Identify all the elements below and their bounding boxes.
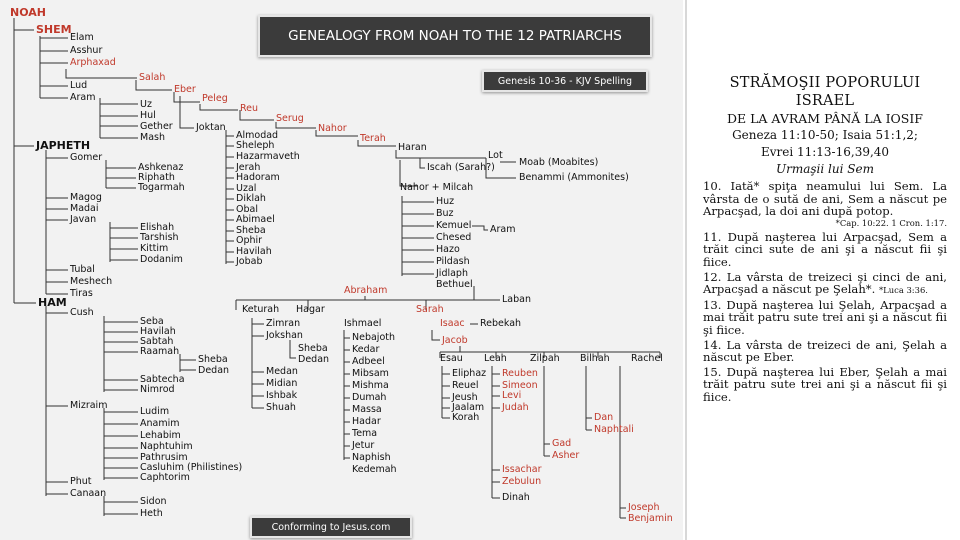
javan-son: Dodanim	[140, 254, 183, 265]
name-iscah: Iscah (Sarah?)	[427, 162, 495, 173]
joktan-son: Diklah	[236, 193, 266, 204]
ishmael-son: Massa	[352, 404, 382, 415]
japheth-son: Tiras	[70, 288, 93, 299]
name-gomer: Gomer	[70, 152, 103, 163]
keturah-son: Jokshan	[266, 330, 303, 341]
joktan-son: Abimael	[236, 214, 275, 225]
name-reu: Reu	[240, 103, 259, 114]
ishmael-son: Tema	[352, 428, 378, 439]
ishmael-son: Hadar	[352, 416, 381, 427]
wife-leah: Leah	[484, 353, 507, 364]
ishmael-son: Mishma	[352, 380, 389, 391]
patriarch-gad: Gad	[552, 438, 572, 449]
verse-14: 14. La vârsta de treizeci de ani, Şelah a născut pe Eber.	[703, 337, 947, 365]
esau-son: Reuel	[452, 380, 479, 391]
japheth-label: JAPHETH	[36, 139, 91, 152]
name-isaac: Isaac	[440, 318, 465, 329]
japheth-son: Madai	[70, 203, 99, 214]
japheth-son: Meshech	[70, 276, 113, 287]
gomer-son: Togarmah	[138, 182, 185, 193]
patriarch-joseph: Joseph	[628, 502, 660, 513]
keturah-son: Ishbak	[266, 390, 298, 401]
scripture-title: STRĂMOŞII POPORULUI ISRAEL	[729, 75, 921, 109]
jokshan-son: Sheba	[298, 343, 328, 354]
joktan-son: Hadoram	[236, 172, 280, 183]
verse-10: 10. Iată* spiţa neamului lui Sem. La vârsta de o sută de ani, Sem a născut pe Arpacşad, la doi ani după potop.	[703, 179, 947, 219]
footnote-2: *Luca 3:36.	[878, 285, 928, 296]
joktan-son: Jobab	[236, 256, 263, 267]
ishmael-son: Kedar	[352, 344, 380, 355]
shem-label: SHEM	[36, 23, 72, 36]
name-eber: Eber	[174, 84, 196, 95]
chart-footer-banner: Conforming to Jesus.com	[250, 516, 412, 538]
joktan-son: Hazarmaveth	[236, 151, 300, 162]
gomer-son: Riphath	[138, 172, 175, 183]
name-hul: Hul	[140, 110, 156, 121]
ishmael-son: Jetur	[352, 440, 375, 451]
scripture-subtitle: DE LA AVRAM PÂNĂ LA IOSIF	[727, 111, 923, 126]
name-phut: Phut	[70, 476, 92, 487]
patriarch-naphtali: Naphtali	[594, 424, 634, 435]
name-elam: Elam	[70, 32, 94, 43]
keturah-son: Shuah	[266, 402, 296, 413]
ishmael-son: Kedemah	[352, 464, 397, 475]
chart-reference-banner: Genesis 10-36 - KJV Spelling	[482, 70, 648, 92]
joktan-son: Havilah	[236, 246, 272, 257]
patriarch-dan: Dan	[594, 412, 614, 423]
cush-son: Nimrod	[140, 384, 175, 395]
name-aram-2: Aram	[490, 224, 516, 235]
ishmael-son: Naphish	[352, 452, 391, 463]
name-lud: Lud	[70, 80, 88, 91]
cush-son: Sabtah	[140, 336, 174, 347]
noah-label: NOAH	[10, 6, 46, 19]
patriarch-issachar: Issachar	[502, 464, 542, 475]
nahor-son: Jidlaph	[436, 268, 468, 279]
joktan-son: Sheba	[236, 225, 266, 236]
wife-zilpah: Zilpah	[530, 353, 560, 364]
patriarch-benjamin: Benjamin	[628, 513, 673, 524]
name-nahor-milcah: Nahor + Milcah	[400, 182, 474, 193]
canaan-son: Sidon	[140, 496, 167, 507]
mizraim-son: Naphtuhim	[140, 441, 193, 452]
cush-son: Raamah	[140, 346, 180, 357]
name-mash: Mash	[140, 132, 165, 143]
scripture-reference-1: Geneza 11:10-50; Isaia 51:1,2;	[732, 128, 918, 142]
mizraim-son: Lehabim	[140, 430, 181, 441]
mizraim-son: Casluhim (Philistines)	[140, 462, 243, 473]
nahor-son: Buz	[436, 208, 454, 219]
cush-son: Seba	[140, 316, 164, 327]
name-aram: Aram	[70, 92, 96, 103]
javan-son: Tarshish	[140, 232, 179, 243]
joktan-son: Almodad	[236, 130, 279, 141]
name-benammi: Benammi (Ammonites)	[519, 172, 629, 183]
name-jacob: Jacob	[442, 335, 468, 346]
patriarch-judah: Judah	[502, 402, 529, 413]
esau-son: Korah	[452, 412, 480, 423]
nahor-son: Bethuel	[436, 279, 473, 290]
verse-12-text: 12. La vârsta de treizeci şi cinci de ani, Arpacşad a născut pe Şelah*.	[703, 269, 947, 297]
javan-son: Kittim	[140, 243, 169, 254]
name-terah: Terah	[360, 133, 386, 144]
esau-son: Eliphaz	[452, 368, 487, 379]
raamah-son: Sheba	[198, 354, 228, 365]
joktan-son: Jerah	[236, 162, 261, 173]
ham-label: HAM	[38, 296, 67, 309]
chart-title-banner: GENEALOGY FROM NOAH TO THE 12 PATRIARCHS	[258, 15, 652, 57]
name-uz: Uz	[140, 99, 152, 110]
wife-rachel: Rachel	[631, 353, 663, 364]
keturah-son: Medan	[266, 366, 298, 377]
name-arphaxad: Arphaxad	[70, 57, 116, 68]
mizraim-son: Caphtorim	[140, 472, 190, 483]
name-laban: Laban	[502, 294, 531, 305]
verse-15: 15. După naşterea lui Eber, Şelah a mai trăit patru sute trei ani şi a născut fii şi fiice.	[703, 364, 947, 404]
section-heading: Urmaşii lui Sem	[776, 162, 874, 176]
japheth-son: Tubal	[70, 264, 95, 275]
wife-bilhah: Bilhah	[580, 353, 610, 364]
mizraim-son: Pathrusim	[140, 452, 188, 463]
name-gether: Gether	[140, 121, 173, 132]
canaan-son: Heth	[140, 508, 163, 519]
name-abraham: Abraham	[344, 285, 388, 296]
joktan-son: Sheleph	[236, 140, 275, 151]
name-haran: Haran	[398, 142, 427, 153]
nahor-son: Huz	[436, 196, 455, 207]
ishmael-son: Nebajoth	[352, 332, 396, 343]
name-moab: Moab (Moabites)	[519, 157, 599, 168]
name-joktan: Joktan	[196, 122, 226, 133]
esau-son: Jeush	[452, 392, 478, 403]
name-asshur: Asshur	[70, 45, 103, 56]
name-salah: Salah	[139, 72, 166, 83]
patriarch-simeon: Simeon	[502, 380, 538, 391]
name-cush: Cush	[70, 307, 94, 318]
cush-son: Havilah	[140, 326, 176, 337]
patriarch-levi: Levi	[502, 390, 522, 401]
keturah-son: Midian	[266, 378, 298, 389]
verse-12	[703, 271, 947, 297]
patriarch-reuben: Reuben	[502, 368, 538, 379]
joktan-son: Uzal	[236, 183, 257, 194]
scripture-reference-2: Evrei 11:13-16,39,40	[760, 145, 890, 159]
verse-11: 11. După naşterea lui Arpacşad, Sem a trăit cinci sute de ani şi a născut fii şi fiice.	[703, 229, 947, 269]
name-canaan: Canaan	[70, 488, 107, 499]
name-lot: Lot	[488, 150, 503, 161]
japheth-son: Javan	[70, 214, 97, 225]
scripture-panel	[703, 74, 947, 404]
name-dinah: Dinah	[502, 492, 530, 503]
jokshan-son: Dedan	[298, 354, 330, 365]
mizraim-son: Anamim	[140, 418, 180, 429]
footnote-1: *Cap. 10:22. 1 Cron. 1:17.	[835, 217, 947, 228]
name-mizraim: Mizraim	[70, 400, 108, 411]
nahor-son: Kemuel	[436, 220, 472, 231]
nahor-son: Chesed	[436, 232, 472, 243]
ishmael-son: Mibsam	[352, 368, 389, 379]
name-peleg: Peleg	[202, 93, 228, 104]
esau-son: Jaalam	[452, 402, 485, 413]
joktan-son: Obal	[236, 204, 258, 215]
nahor-son: Pildash	[436, 256, 470, 267]
name-rebekah: Rebekah	[480, 318, 522, 329]
patriarch-asher: Asher	[552, 450, 580, 461]
name-keturah: Keturah	[242, 304, 280, 315]
name-esau: Esau	[440, 353, 463, 364]
raamah-son: Dedan	[198, 365, 230, 376]
japheth-son: Magog	[70, 192, 102, 203]
patriarch-zebulun: Zebulun	[502, 476, 542, 487]
name-serug: Serug	[276, 113, 304, 124]
cush-son: Sabtecha	[140, 374, 185, 385]
name-nahor: Nahor	[318, 123, 347, 134]
ishmael-son: Adbeel	[352, 356, 385, 367]
name-ishmael: Ishmael	[344, 318, 382, 329]
verse-13: 13. După naşterea lui Şelah, Arpacşad a mai trăit patru sute trei ani şi a născut fii şi fiice.	[703, 297, 947, 337]
gomer-son: Ashkenaz	[138, 162, 184, 173]
javan-son: Elishah	[140, 222, 175, 233]
joktan-son: Ophir	[236, 235, 263, 246]
keturah-son: Zimran	[266, 318, 301, 329]
ishmael-son: Dumah	[352, 392, 387, 403]
mizraim-son: Ludim	[140, 406, 170, 417]
name-sarah: Sarah	[416, 304, 444, 315]
divider	[685, 0, 687, 540]
name-hagar: Hagar	[296, 304, 325, 315]
nahor-son: Hazo	[436, 244, 460, 255]
